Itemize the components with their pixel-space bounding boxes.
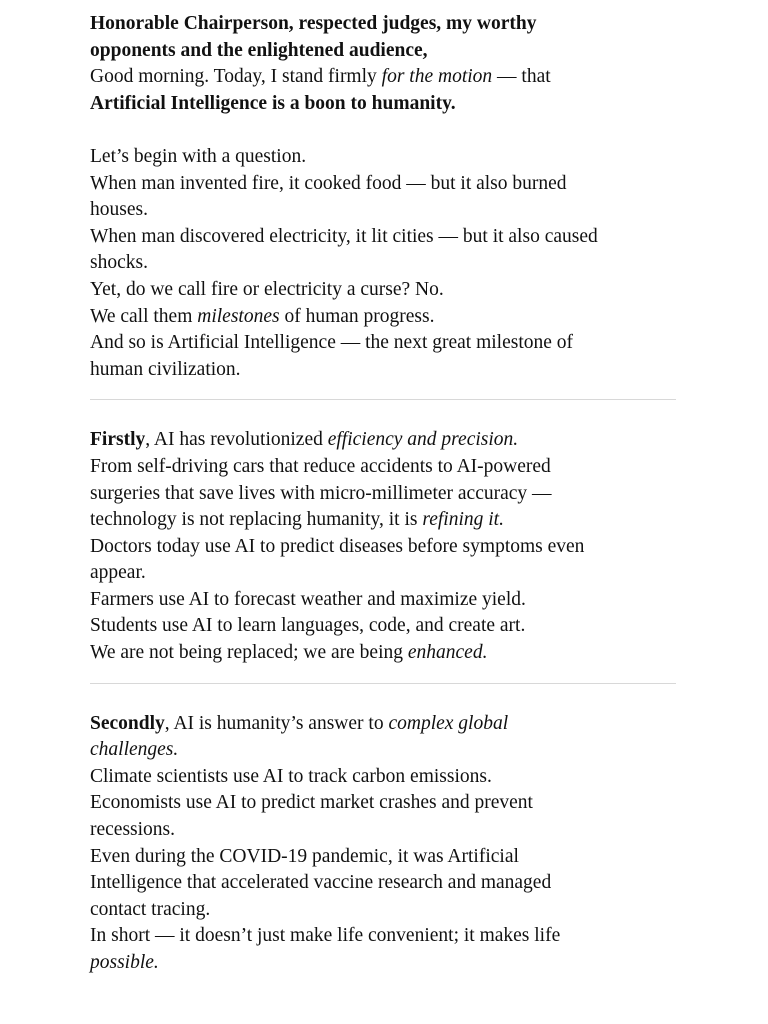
opening-line: When man discovered electricity, it lit cities — but it also caused [90, 225, 598, 247]
speech-document [90, 11, 680, 977]
secondly-line: In short — it doesn’t just make life convenient; it makes life [90, 925, 561, 947]
opening-line: And so is Artificial Intelligence — the next great milestone of [90, 332, 574, 354]
secondly-line: possible. [90, 952, 159, 973]
secondly-line: Economists use AI to predict market crashes and prevent [90, 792, 533, 814]
firstly-heading: Firstly, AI has revolutionized efficiency and precision. [90, 429, 519, 451]
secondly-section [90, 711, 680, 977]
spacer [90, 117, 680, 144]
firstly-section [90, 427, 680, 666]
secondly-heading-cont: challenges. [90, 739, 179, 761]
opening-line: Let’s begin with a question. [90, 145, 307, 167]
thesis-line: Artificial Intelligence is a boon to humanity. [90, 92, 456, 114]
secondly-line: recessions. [90, 819, 176, 841]
opening-line: We call them milestones of human progress. [90, 305, 435, 327]
firstly-line: Farmers use AI to forecast weather and maximize yield. [90, 588, 526, 610]
intro-section [90, 11, 680, 117]
firstly-line: appear. [90, 562, 146, 584]
section-divider [90, 683, 676, 684]
secondly-line: contact tracing. [90, 898, 211, 920]
secondly-line: Intelligence that accelerated vaccine research and managed [90, 872, 552, 894]
greeting-line: Good morning. Today, I stand firmly for the motion — that [90, 66, 551, 88]
firstly-line: surgeries that save lives with micro-millimeter accuracy — [90, 482, 552, 504]
secondly-line: Even during the COVID-19 pandemic, it was Artificial [90, 845, 519, 867]
firstly-line: technology is not replacing humanity, it is refining it. [90, 509, 504, 531]
firstly-line: We are not being replaced; we are being enhanced. [90, 642, 488, 664]
salutation-line-2: opponents and the enlightened audience, [90, 39, 428, 61]
secondly-heading: Secondly, AI is humanity’s answer to complex global [90, 712, 509, 734]
opening-line: human civilization. [90, 358, 241, 380]
opening-line: shocks. [90, 252, 148, 274]
opening-line: Yet, do we call fire or electricity a curse? No. [90, 278, 444, 300]
salutation-line-1: Honorable Chairperson, respected judges, my worthy [90, 13, 537, 34]
firstly-line: Doctors today use AI to predict diseases before symptoms even [90, 535, 585, 557]
secondly-line: Climate scientists use AI to track carbon emissions. [90, 765, 492, 787]
opening-line: houses. [90, 199, 148, 221]
firstly-line: From self-driving cars that reduce accidents to AI-powered [90, 455, 551, 477]
firstly-line: Students use AI to learn languages, code, and create art. [90, 615, 526, 637]
opening-section [90, 144, 680, 383]
section-divider [90, 399, 676, 400]
opening-line: When man invented fire, it cooked food — but it also burned [90, 172, 567, 194]
